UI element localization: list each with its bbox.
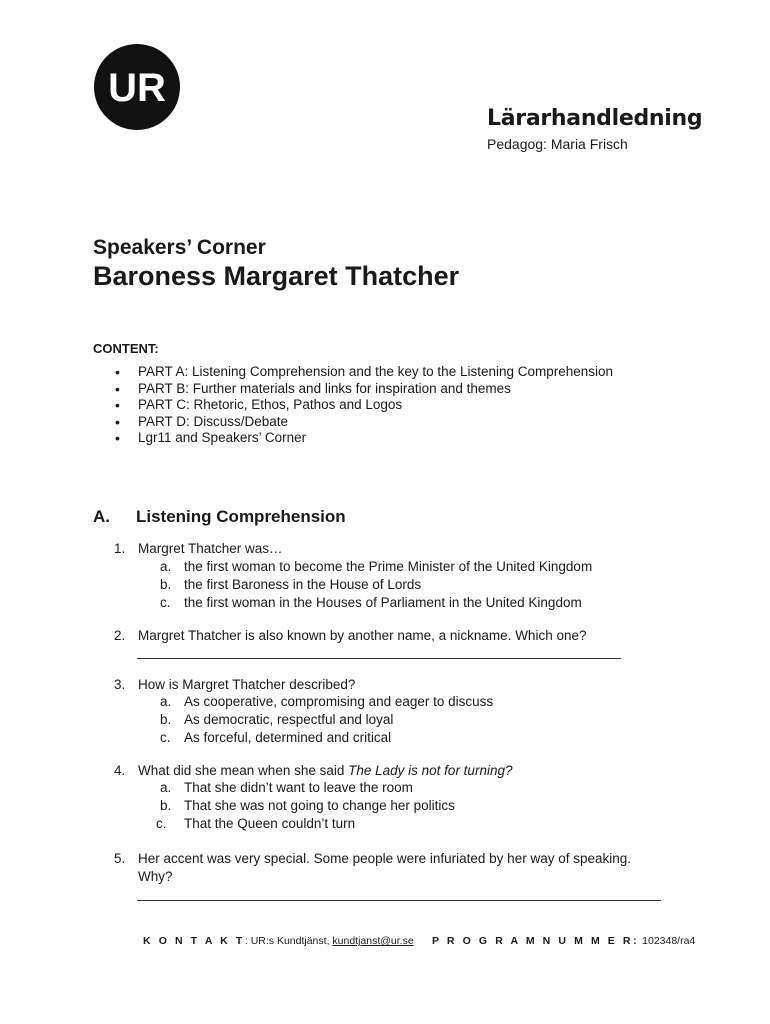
question-1-option-c: c. the first woman in the Houses of Parliament in the United Kingdom <box>160 595 582 610</box>
question-text: What did she mean when she said The Lady is not for turning? <box>138 763 513 778</box>
question-text: Why? <box>138 869 173 884</box>
contact-label: K O N T A K T <box>143 935 245 947</box>
svg-text:UR: UR <box>108 66 166 110</box>
content-label: CONTENT: <box>93 341 159 356</box>
question-3-option-a: a. As cooperative, compromising and eager to discuss <box>160 694 494 709</box>
question-4-option-c: c. That the Queen couldn’t turn <box>156 816 356 831</box>
question-text: Her accent was very special. Some people were infuriated by her way of speaking. <box>138 851 632 866</box>
page-title: Baroness Margaret Thatcher <box>93 261 460 291</box>
content-item-lgr11: • Lgr11 and Speakers’ Corner <box>93 430 613 447</box>
question-number: 4. <box>114 763 126 778</box>
question-number: 3. <box>114 677 126 692</box>
program-label: P R O G R A M N U M M E R: <box>432 935 640 947</box>
footer-program-number <box>432 935 695 947</box>
document-type-title: Lärarhandledning <box>487 106 703 131</box>
question-number: 1. <box>114 541 126 556</box>
quote-text: The Lady is not for turning? <box>348 763 513 778</box>
pedagog-name: Pedagog: Maria Frisch <box>487 136 628 152</box>
answer-line[interactable] <box>137 900 661 901</box>
answer-line[interactable] <box>137 658 621 659</box>
series-title: Speakers’ Corner <box>93 236 266 259</box>
contact-email-link[interactable]: kundtjanst@ur.se <box>332 935 414 947</box>
content-item-part-b: • PART B: Further materials and links for inspiration and themes <box>93 381 613 398</box>
content-list <box>93 364 613 447</box>
section-letter: A. <box>93 507 110 526</box>
question-1-option-b: b. the first Baroness in the House of Lords <box>160 577 422 592</box>
question-text: Margret Thatcher is also known by another name, a nickname. Which one? <box>138 628 587 643</box>
content-item-part-c: • PART C: Rhetoric, Ethos, Pathos and Logos <box>93 397 613 414</box>
question-3-option-b: b. As democratic, respectful and loyal <box>160 712 394 727</box>
question-text: Margret Thatcher was… <box>138 541 283 556</box>
content-item-part-d: • PART D: Discuss/Debate <box>93 414 613 431</box>
question-text: How is Margret Thatcher described? <box>138 677 356 692</box>
question-number: 5. <box>114 851 126 866</box>
question-number: 2. <box>114 628 126 643</box>
content-item-part-a: • PART A: Listening Comprehension and the key to the Listening Comprehension <box>93 364 613 381</box>
question-4-option-a: a. That she didn’t want to leave the room <box>160 780 413 795</box>
question-3-option-c: c. As forceful, determined and critical <box>160 730 392 745</box>
program-value: 102348/ra4 <box>639 935 696 947</box>
question-1-option-a: a. the first woman to become the Prime Minister of the United Kingdom <box>160 559 593 574</box>
ur-logo <box>94 44 180 130</box>
question-4-option-b: b. That she was not going to change her politics <box>160 798 455 813</box>
section-title: Listening Comprehension <box>136 507 346 526</box>
footer-contact: K O N T A K T: UR:s Kundtjänst, kundtjanst@ur.se <box>143 935 414 947</box>
